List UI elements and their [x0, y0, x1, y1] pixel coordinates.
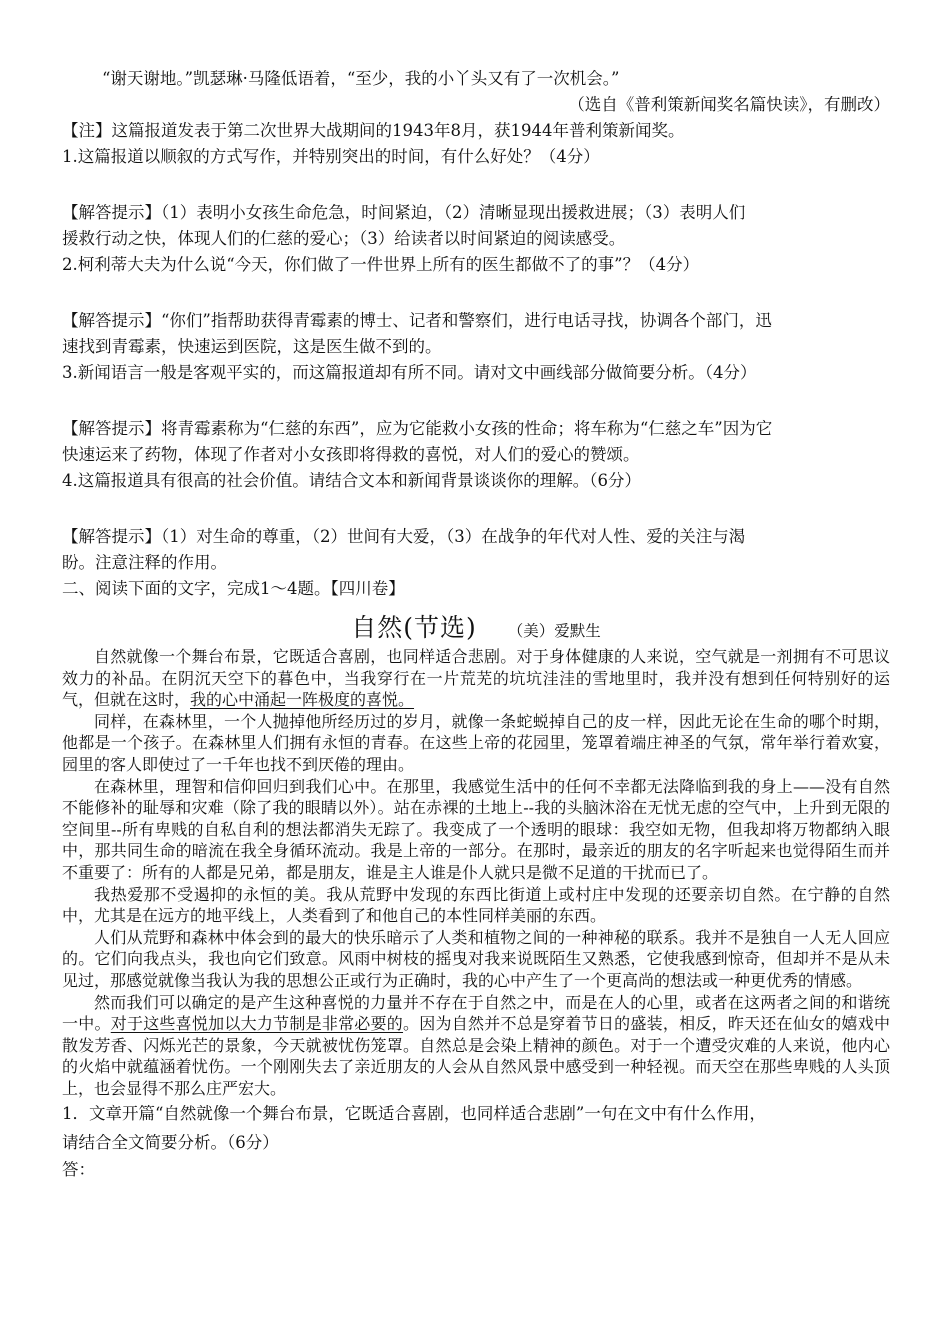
- answer-hint-1-line-2: 援救行动之快，体现人们的仁慈的爱心；（3）给读者以时间紧迫的阅读感受。: [62, 229, 626, 248]
- question-2: 2.柯利蒂大夫为什么说“今天，你们做了一件世界上所有的医生都做不了的事”？（4分）: [62, 255, 700, 274]
- paragraph-text: 。因为自然并不总是穿着节日的盛装，相反，昨天还在仙女的嬉戏中散发芳香、闪烁光芒的景象，今天就被忧伤笼罩。自然总是会染上精神的颜色。对于一个遭受灾难的人来说，他内心的火焰中就蕴涵着忧伤。一个刚刚失去了亲近朋友的人会从自然风景中感受到一种轻视。而天空在那些卑贱的人头顶上，也会显得不那么庄严宏大。: [62, 1014, 890, 1098]
- answer-hint-3-line-1: 【解答提示】将青霉素称为“仁慈的东西”，应为它能救小女孩的性命；将车称为“仁慈之车”因为它: [62, 419, 773, 438]
- article-note: 【注】这篇报道发表于第二次世界大战期间的1943年8月，获1944年普利策新闻奖。: [62, 121, 685, 140]
- essay-paragraph-2: 同样，在森林里，一个人抛掉他所经历过的岁月，就像一条蛇蜕掉自己的皮一样，因此无论在生命的哪个时期，他都是一个孩子。在森林里人们拥有永恒的青春。在这些上帝的花园里，笼罩着端庄神圣的气氛，常年举行着欢宴，园里的客人即使过了一千年也找不到厌倦的理由。: [62, 711, 890, 774]
- essay-question-1-line-1: 1．文章开篇“自然就像一个舞台布景，它既适合喜剧，也同样适合悲剧”一句在文中有什么作用，: [62, 1104, 766, 1124]
- answer-hint-1-line-1: 【解答提示】（1）表明小女孩生命危急，时间紧迫，（2）清晰显现出援救进展；（3）表明人们: [62, 203, 746, 222]
- essay-question-1-line-2: 请结合全文简要分析。（6分）: [62, 1133, 279, 1153]
- underlined-sentence: 我的心中涌起一阵极度的喜悦。: [190, 690, 415, 710]
- essay-paragraph-4: 我热爱那不受遏抑的永恒的美。我从荒野中发现的东西比街道上或村庄中发现的还要亲切自然。在宁静的自然中，尤其是在远方的地平线上，人类看到了和他自己的本性同样美丽的东西。: [62, 884, 890, 926]
- essay-author: （美）爱默生: [507, 622, 601, 640]
- document-page: [62, 66, 890, 1183]
- essay-paragraph-3: 在森林里，理智和信仰回归到我们心中。在那里，我感觉生活中的任何不幸都无法降临到我的身上——没有自然不能修补的耻辱和灾难（除了我的眼睛以外）。站在赤裸的土地上--我的头脑沐浴在无忧无虑的空气中，上升到无限的空间里--所有卑贱的自私自利的想法都消失无踪了。我变成了一个透明的眼球：我空如无物，但我却将万物都纳入眼中，那共同生命的暗流在我全身循环流动。我是上帝的一部分。在那时，最亲近的朋友的名字听起来也觉得陌生而并不重要了：所有的人都是兄弟，都是朋友，谁是主人谁是仆人就只是微不足道的干扰而已了。: [62, 776, 890, 882]
- essay-paragraph-6: [62, 992, 890, 1100]
- question-3: 3.新闻语言一般是客观平实的，而这篇报道却有所不同。请对文中画线部分做简要分析。（4分）: [62, 363, 757, 382]
- question-4: 4.这篇报道具有很高的社会价值。请结合文本和新闻背景谈谈你的理解。（6分）: [62, 471, 641, 490]
- answer-hint-4-line-2: 盼。注意注释的作用。: [62, 553, 227, 572]
- article-closing-quote: “谢天谢地。”凯瑟琳·马隆低语着，“至少，我的小丫头又有了一次机会。”: [102, 69, 620, 88]
- essay-title: 自然(节选): [351, 613, 477, 642]
- paragraph-text: 自然就像一个舞台布景，它既适合喜剧，也同样适合悲剧。对于身体健康的人来说，空气就是一剂拥有不可思议效力的补品。在阴沉天空下的暮色中，当我穿行在一片荒芜的坑坑洼洼的雪地里时，我并没有想到任何特别好的运气，但就在这时，: [62, 647, 890, 710]
- answer-hint-3-line-2: 快速运来了药物，体现了作者对小女孩即将得救的喜悦，对人们的爱心的赞颂。: [62, 445, 640, 464]
- question-block: [62, 468, 890, 576]
- question-block: [62, 144, 890, 252]
- question-block: [62, 360, 890, 468]
- paragraph-text: 然而我们可以确定的是产生这种喜悦的力量并不存在于自然之中，而是在人的心里，或者在这两者之间的和谐统一中。: [62, 992, 890, 1034]
- essay-title-row: [62, 608, 890, 644]
- question-1: 1.这篇报道以顺叙的方式写作，并特别突出的时间，有什么好处？（4分）: [62, 147, 600, 166]
- section-2-heading: 二、阅读下面的文字，完成1～4题。【四川卷】: [62, 579, 405, 598]
- essay-paragraph-1: [62, 646, 890, 711]
- answer-hint-2-line-1: 【解答提示】“你们”指帮助获得青霉素的博士、记者和警察们，进行电话寻找，协调各个部门，迅: [62, 311, 772, 330]
- essay-paragraph-5: 人们从荒野和森林中体会到的最大的快乐暗示了人类和植物之间的一种神秘的联系。我并不是独自一人无人回应的。它们向我点头，我也向它们致意。风雨中树枝的摇曳对我来说既陌生又熟悉，它使我感到惊奇，但却并不是从未见过，那感觉就像当我认为我的思想公正或行为正确时，我的心中产生了一个更高尚的想法或一种更优秀的情感。: [62, 927, 890, 990]
- answer-hint-2-line-2: 速找到青霉素，快速运到医院，这是医生做不到的。: [62, 337, 442, 356]
- answer-hint-4-line-1: 【解答提示】（1）对生命的尊重，（2）世间有大爱，（3）在战争的年代对人性、爱的关注与渴: [62, 527, 746, 546]
- underlined-sentence: 对于这些喜悦加以大力节制是非常必要的: [110, 1014, 404, 1034]
- question-block: [62, 252, 890, 360]
- answer-label: 答：: [62, 1160, 95, 1180]
- article-source: （选自《普利策新闻奖名篇快读》，有删改）: [568, 95, 890, 114]
